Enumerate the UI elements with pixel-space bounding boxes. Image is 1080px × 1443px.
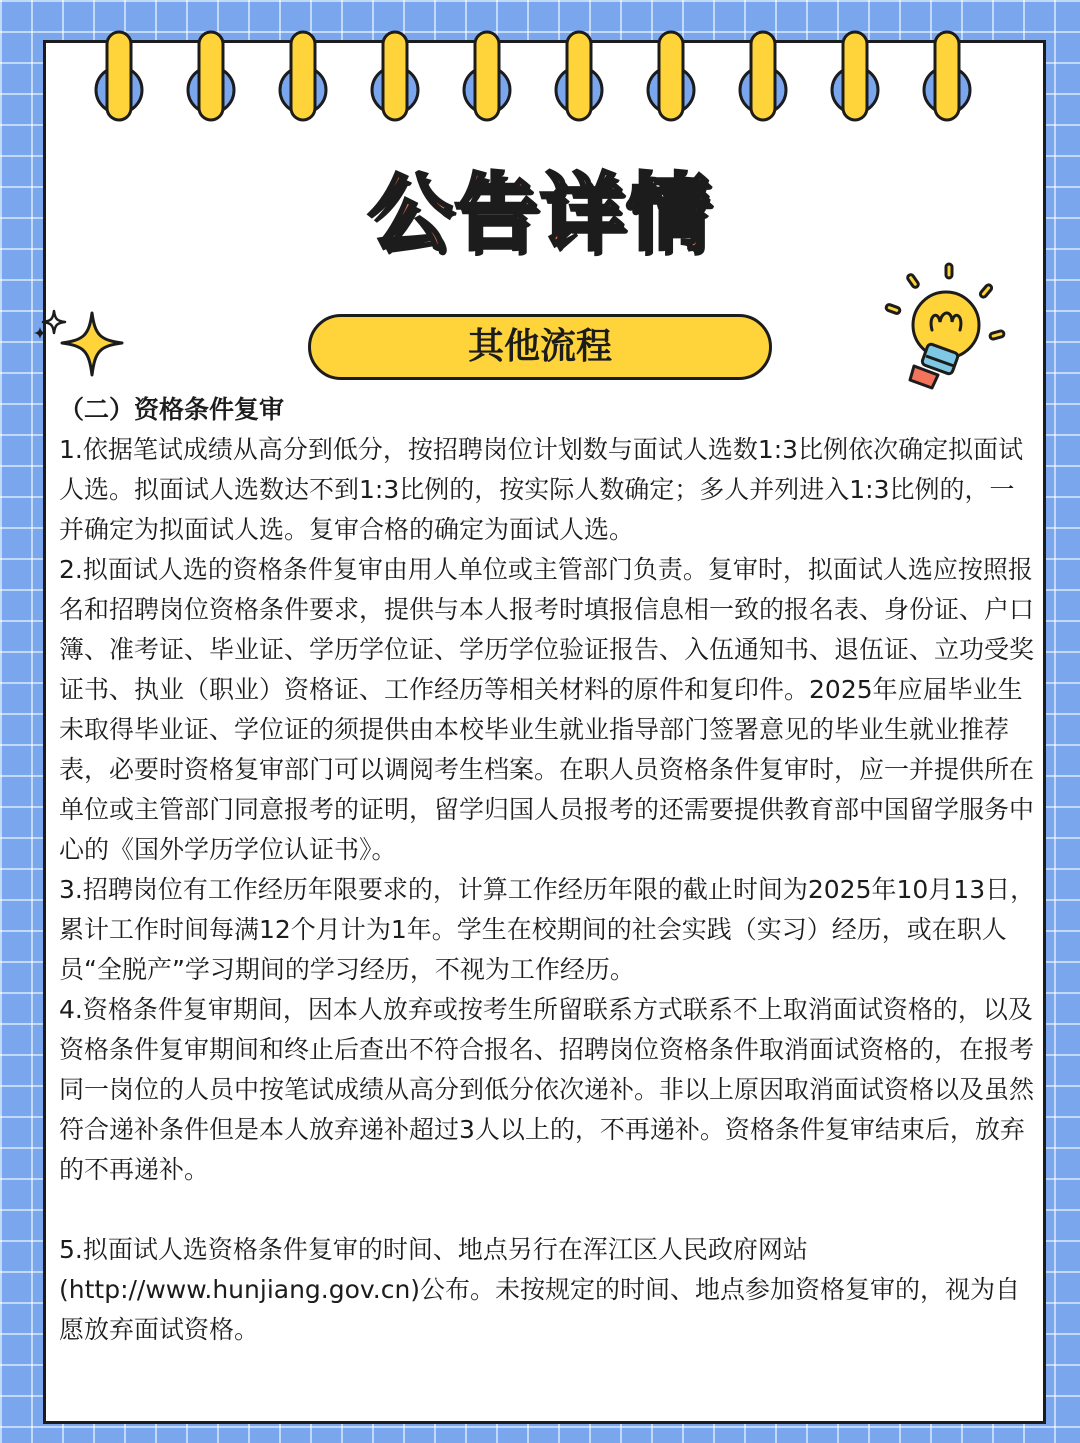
paragraph-spacer: [59, 1190, 1039, 1230]
binder-ring-icon: [554, 30, 604, 124]
binder-ring-icon: [830, 30, 880, 124]
lightbulb-icon: [880, 260, 1010, 395]
binder-ring-icon: [370, 30, 420, 124]
section-heading: （二）资格条件复审: [59, 395, 285, 424]
binder-ring-icon: [646, 30, 696, 124]
paragraph-4: 4.资格条件复审期间，因本人放弃或按考生所留联系方式联系不上取消面试资格的，以及资格条件复审期间和终止后查出不符合报名、招聘岗位资格条件取消面试资格的，在报考同一岗位的人员中按笔试成绩从高分到低分依次递补。非以上原因取消面试资格以及虽然符合递补条件但是本人放弃递补超过3人以上的，不再递补。资格条件复审结束后，放弃的不再递补。: [59, 995, 1035, 1184]
paragraph-3: 3.招聘岗位有工作经历年限要求的，计算工作经历年限的截止时间为2025年10月13日，累计工作时间每满12个月计为1年。学生在校期间的社会实践（实习）经历，或在职人员“全脱产”学习期间的学习经历，不视为工作经历。: [59, 875, 1036, 984]
paragraph-5: 5.拟面试人选资格条件复审的时间、地点另行在浑江区人民政府网站(http://www.hunjiang.gov.cn)公布。未按规定的时间、地点参加资格复审的，视为自愿放弃面试资格。: [59, 1235, 1021, 1344]
binder-ring-icon: [922, 30, 972, 124]
notice-body: [59, 390, 1039, 1350]
sparkle-icon: [30, 305, 130, 385]
binder-ring-icon: [738, 30, 788, 124]
section-label-pill: [308, 314, 772, 380]
section-label: 其他流程: [467, 326, 612, 367]
binder-ring-icon: [462, 30, 512, 124]
binder-ring-icon: [278, 30, 328, 124]
paragraph-1: 1.依据笔试成绩从高分到低分，按招聘岗位计划数与面试人选数1:3比例依次确定拟面试人选。拟面试人选数达不到1:3比例的，按实际人数确定；多人并列进入1:3比例的，一并确定为拟面试人选。复审合格的确定为面试人选。: [59, 435, 1024, 544]
page-title: 公告详情: [367, 164, 712, 262]
binder-ring-icon: [186, 30, 236, 124]
paragraph-2: 2.拟面试人选的资格条件复审由用人单位或主管部门负责。复审时，拟面试人选应按照报名和招聘岗位资格条件要求，提供与本人报考时填报信息相一致的报名表、身份证、户口簿、准考证、毕业证、学历学位证、学历学位验证报告、入伍通知书、退伍证、立功受奖证书、执业（职业）资格证、工作经历等相关材料的原件和复印件。2025年应届毕业生未取得毕业证、学位证的须提供由本校毕业生就业指导部门签署意见的毕业生就业推荐表，必要时资格复审部门可以调阅考生档案。在职人员资格条件复审时，应一并提供所在单位或主管部门同意报考的证明，留学归国人员报考的还需要提供教育部中国留学服务中心的《国外学历学位认证书》。: [59, 555, 1035, 864]
binder-ring-icon: [94, 30, 144, 124]
